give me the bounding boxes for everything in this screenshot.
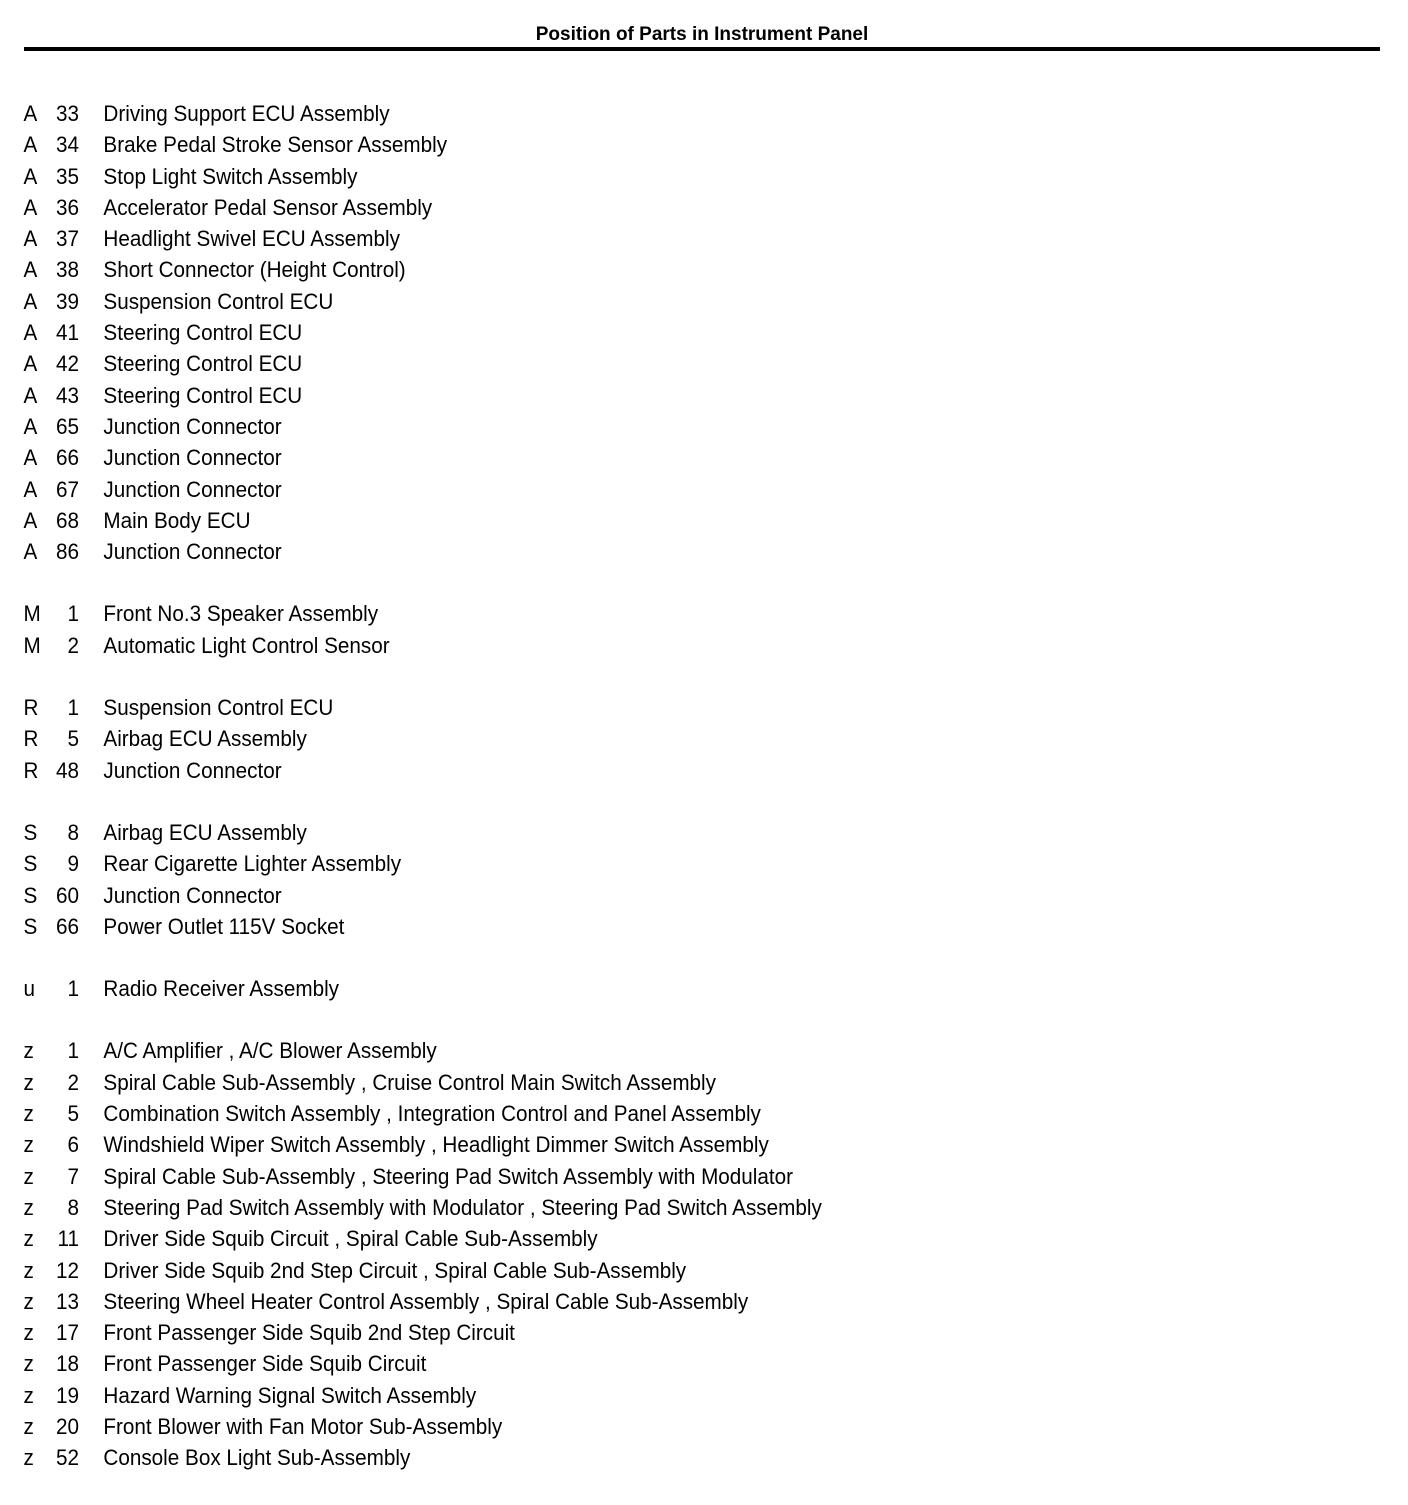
- part-name: Steering Control ECU: [103, 320, 303, 346]
- connector-number: 66: [55, 445, 79, 471]
- connector-number: 52: [55, 1445, 79, 1471]
- connector-number: 67: [55, 476, 79, 502]
- connector-number: 8: [67, 819, 79, 845]
- part-name: Automatic Light Control Sensor: [103, 632, 390, 658]
- part-row: [0, 1129, 1320, 1160]
- connector-letter: A: [23, 132, 38, 158]
- part-row: [0, 817, 1320, 848]
- connector-number: 68: [55, 507, 79, 533]
- part-name: A/C Amplifier , A/C Blower Assembly: [103, 1038, 437, 1064]
- connector-number: 1: [67, 695, 79, 721]
- connector-letter: z: [23, 1069, 34, 1095]
- connector-letter: S: [23, 913, 38, 939]
- part-name: Front No.3 Speaker Assembly: [103, 601, 379, 627]
- connector-letter: A: [23, 445, 38, 471]
- connector-letter: z: [23, 1132, 34, 1158]
- part-name: Main Body ECU: [103, 507, 251, 533]
- part-row: [0, 1161, 1320, 1192]
- part-group: [0, 98, 1404, 567]
- part-name: Junction Connector: [103, 882, 282, 908]
- connector-number: 65: [55, 413, 79, 439]
- connector-letter: z: [23, 1351, 34, 1377]
- connector-number: 11: [57, 1226, 79, 1252]
- connector-number: 8: [67, 1194, 79, 1220]
- part-name: Suspension Control ECU: [103, 695, 334, 721]
- part-row: [0, 1192, 1320, 1223]
- connector-letter: z: [23, 1226, 34, 1252]
- page-title: Position of Parts in Instrument Panel: [535, 24, 869, 45]
- part-name: Brake Pedal Stroke Sensor Assembly: [103, 132, 448, 158]
- connector-letter: u: [23, 976, 36, 1002]
- part-name: Power Outlet 115V Socket: [103, 913, 345, 939]
- connector-number: 12: [55, 1257, 79, 1283]
- connector-number: 37: [55, 226, 79, 252]
- connector-letter: R: [23, 695, 39, 721]
- part-row: [0, 1442, 1320, 1473]
- part-name: Hazard Warning Signal Switch Assembly: [103, 1382, 477, 1408]
- connector-number: 18: [55, 1351, 79, 1377]
- part-name: Stop Light Switch Assembly: [103, 163, 358, 189]
- connector-number: 39: [55, 288, 79, 314]
- part-row: [0, 1223, 1320, 1254]
- part-group: [0, 973, 1404, 1004]
- connector-number: 43: [55, 382, 79, 408]
- connector-number: 60: [55, 882, 79, 908]
- connector-number: 48: [55, 757, 79, 783]
- part-row: [0, 973, 1320, 1004]
- connector-letter: A: [23, 257, 38, 283]
- part-row: [0, 536, 1320, 567]
- connector-number: 5: [67, 726, 79, 752]
- part-row: [0, 1067, 1320, 1098]
- part-name: Front Passenger Side Squib 2nd Step Circuit: [103, 1320, 515, 1346]
- part-row: [0, 723, 1320, 754]
- part-row: [0, 1098, 1320, 1129]
- part-group: [0, 692, 1404, 786]
- part-name: Rear Cigarette Lighter Assembly: [103, 851, 402, 877]
- connector-letter: A: [23, 539, 38, 565]
- connector-number: 33: [55, 101, 79, 126]
- connector-number: 41: [55, 320, 79, 346]
- part-name: Airbag ECU Assembly: [103, 819, 307, 845]
- connector-letter: A: [23, 163, 38, 189]
- connector-letter: z: [23, 1320, 34, 1346]
- connector-number: 1: [67, 1038, 79, 1064]
- part-row: [0, 192, 1320, 223]
- connector-letter: S: [23, 819, 38, 845]
- connector-letter: A: [23, 194, 38, 220]
- connector-letter: A: [23, 320, 38, 346]
- part-row: [0, 1348, 1320, 1379]
- part-row: [0, 755, 1320, 786]
- part-row: [0, 911, 1320, 942]
- part-row: [0, 161, 1320, 192]
- connector-number: 13: [55, 1288, 79, 1314]
- part-name: Front Blower with Fan Motor Sub-Assembly: [103, 1413, 503, 1439]
- part-name: Junction Connector: [103, 445, 282, 471]
- part-row: [0, 1380, 1320, 1411]
- connector-number: 17: [55, 1320, 79, 1346]
- part-row: [0, 505, 1320, 536]
- connector-number: 2: [67, 632, 79, 658]
- part-name: Short Connector (Height Control): [103, 257, 406, 283]
- connector-letter: z: [23, 1445, 34, 1471]
- part-group: [0, 598, 1404, 661]
- part-name: Driving Support ECU Assembly: [103, 101, 390, 126]
- connector-number: 35: [55, 163, 79, 189]
- part-row: [0, 442, 1320, 473]
- connector-letter: A: [23, 226, 38, 252]
- part-row: [0, 98, 1320, 129]
- part-row: [0, 474, 1320, 505]
- connector-number: 9: [67, 851, 79, 877]
- part-row: [0, 1255, 1320, 1286]
- connector-letter: z: [23, 1288, 34, 1314]
- part-group: [0, 1035, 1404, 1473]
- parts-list: [0, 98, 1404, 1505]
- connector-letter: S: [23, 882, 38, 908]
- part-row: [0, 348, 1320, 379]
- part-name: Spiral Cable Sub-Assembly , Steering Pad Switch Assembly with Modulator: [103, 1163, 794, 1189]
- part-name: Console Box Light Sub-Assembly: [103, 1445, 411, 1471]
- part-name: Driver Side Squib 2nd Step Circuit , Spiral Cable Sub-Assembly: [103, 1257, 687, 1283]
- part-name: Headlight Swivel ECU Assembly: [103, 226, 400, 252]
- part-row: [0, 598, 1320, 629]
- part-name: Steering Control ECU: [103, 351, 303, 377]
- connector-number: 2: [67, 1069, 79, 1095]
- connector-letter: A: [23, 476, 38, 502]
- part-row: [0, 880, 1320, 911]
- part-row: [0, 411, 1320, 442]
- connector-number: 66: [55, 913, 79, 939]
- part-name: Accelerator Pedal Sensor Assembly: [103, 194, 433, 220]
- connector-letter: z: [23, 1413, 34, 1439]
- part-row: [0, 286, 1320, 317]
- part-name: Spiral Cable Sub-Assembly , Cruise Control Main Switch Assembly: [103, 1069, 716, 1095]
- part-name: Combination Switch Assembly , Integration Control and Panel Assembly: [103, 1101, 761, 1127]
- connector-number: 7: [67, 1163, 79, 1189]
- part-row: [0, 630, 1320, 661]
- connector-letter: A: [23, 413, 38, 439]
- connector-letter: R: [23, 757, 39, 783]
- connector-number: 1: [67, 976, 79, 1002]
- connector-letter: A: [23, 507, 38, 533]
- part-name: Radio Receiver Assembly: [103, 976, 340, 1002]
- part-name: Junction Connector: [103, 413, 282, 439]
- connector-number: 36: [55, 194, 79, 220]
- part-row: [0, 1411, 1320, 1442]
- part-name: Suspension Control ECU: [103, 288, 334, 314]
- connector-number: 42: [55, 351, 79, 377]
- part-row: [0, 223, 1320, 254]
- part-name: Steering Control ECU: [103, 382, 303, 408]
- connector-letter: M: [23, 601, 41, 627]
- connector-number: 20: [55, 1413, 79, 1439]
- connector-number: 38: [55, 257, 79, 283]
- part-row: [0, 1286, 1320, 1317]
- connector-letter: A: [23, 382, 38, 408]
- part-row: [0, 848, 1320, 879]
- part-name: Windshield Wiper Switch Assembly , Headlight Dimmer Switch Assembly: [103, 1132, 769, 1158]
- connector-letter: z: [23, 1257, 34, 1283]
- part-row: [0, 129, 1320, 160]
- connector-letter: A: [23, 288, 38, 314]
- connector-number: 86: [55, 539, 79, 565]
- part-name: Driver Side Squib Circuit , Spiral Cable Sub-Assembly: [103, 1226, 598, 1252]
- part-name: Airbag ECU Assembly: [103, 726, 307, 752]
- connector-letter: z: [23, 1382, 34, 1408]
- connector-letter: z: [23, 1038, 34, 1064]
- part-row: [0, 692, 1320, 723]
- connector-number: 5: [67, 1101, 79, 1127]
- part-name: Junction Connector: [103, 757, 282, 783]
- connector-letter: S: [23, 851, 38, 877]
- connector-number: 1: [67, 601, 79, 627]
- part-group: [0, 817, 1404, 942]
- part-row: [0, 254, 1320, 285]
- part-name: Front Passenger Side Squib Circuit: [103, 1351, 427, 1377]
- connector-number: 34: [55, 132, 79, 158]
- part-name: Junction Connector: [103, 476, 282, 502]
- part-name: Junction Connector: [103, 539, 282, 565]
- title-divider: [24, 47, 1380, 51]
- connector-letter: R: [23, 726, 39, 752]
- connector-letter: A: [23, 101, 38, 126]
- connector-letter: z: [23, 1194, 34, 1220]
- part-row: [0, 1317, 1320, 1348]
- connector-letter: M: [23, 632, 41, 658]
- part-name: Steering Wheel Heater Control Assembly , Spiral Cable Sub-Assembly: [103, 1288, 749, 1314]
- connector-letter: z: [23, 1101, 34, 1127]
- part-row: [0, 380, 1320, 411]
- connector-number: 19: [55, 1382, 79, 1408]
- connector-letter: A: [23, 351, 38, 377]
- connector-letter: z: [23, 1163, 34, 1189]
- part-name: Steering Pad Switch Assembly with Modulator , Steering Pad Switch Assembly: [103, 1194, 822, 1220]
- part-row: [0, 1035, 1320, 1066]
- connector-number: 6: [67, 1132, 79, 1158]
- part-row: [0, 317, 1320, 348]
